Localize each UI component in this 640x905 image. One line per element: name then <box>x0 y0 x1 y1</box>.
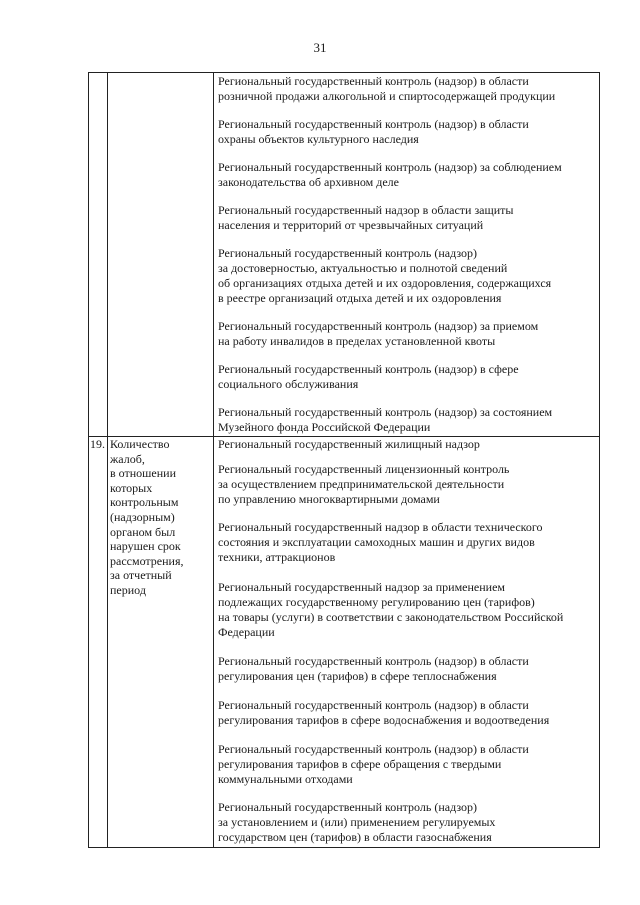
item-line: на работу инвалидов в пределах установленной квоты <box>218 334 496 348</box>
row-label-line: Количество <box>110 437 170 451</box>
item-line: за установлением и (или) применением регулируемых <box>218 815 496 829</box>
item-line: по управлению многоквартирными домами <box>218 492 440 506</box>
control-type-item <box>218 437 598 452</box>
item-line: в реестре организаций отдыха детей и их оздоровления <box>218 291 502 305</box>
control-type-item <box>218 520 598 565</box>
control-type-item <box>218 117 598 147</box>
row-label-line: нарушен срок <box>110 539 181 554</box>
control-type-item <box>218 160 598 190</box>
item-line: Региональный государственный жилищный надзор <box>218 437 480 451</box>
row-label-line: контрольным <box>110 495 179 510</box>
item-line: Региональный государственный контроль (надзор) в области <box>218 698 529 712</box>
row-number: 19. <box>90 437 105 451</box>
item-line: социального обслуживания <box>218 377 359 391</box>
item-line: розничной продажи алкогольной и спиртосодержащей продукции <box>218 89 556 103</box>
row-label-line: рассмотрения, <box>110 553 184 568</box>
item-line: Региональный государственный контроль (надзор) в области <box>218 74 529 88</box>
control-type-item <box>218 405 598 435</box>
row-label <box>110 437 208 598</box>
item-line: за осуществлением предпринимательской деятельности <box>218 477 505 491</box>
page-number: 31 <box>313 40 327 55</box>
row-label-line: период <box>110 582 146 597</box>
item-line: за достоверностью, актуальностью и полнотой сведений <box>218 261 508 275</box>
row-label-line: жалоб, <box>110 451 145 466</box>
control-type-item <box>218 203 598 233</box>
control-type-item <box>218 654 598 684</box>
item-line: Региональный государственный контроль (надзор) <box>218 800 477 814</box>
column-divider-label <box>213 73 214 847</box>
item-line: Региональный государственный контроль (надзор) в области <box>218 117 529 131</box>
item-line: регулирования цен (тарифов) в сфере теплоснабжения <box>218 669 497 683</box>
item-line: Региональный государственный контроль (надзор) в сфере <box>218 362 519 376</box>
item-line: регулирования тарифов в сфере обращения с твердыми <box>218 757 502 771</box>
item-line: подлежащих государственному регулированию цен (тарифов) <box>218 595 535 609</box>
item-line: Региональный государственный контроль (надзор) в области <box>218 654 529 668</box>
item-line: на товары (услуги) в соответствии с законодательством Российской <box>218 610 564 624</box>
item-line: техники, аттракционов <box>218 550 336 564</box>
control-type-item <box>218 580 598 640</box>
column-divider-number <box>107 73 108 847</box>
control-type-item <box>218 319 598 349</box>
item-line: Региональный государственный контроль (надзор) за приемом <box>218 319 539 333</box>
item-line: государством цен (тарифов) в области газоснабжения <box>218 830 492 844</box>
row-label-line: за отчетный <box>110 568 172 583</box>
control-type-item <box>218 800 598 845</box>
row-label-line: (надзорным) <box>110 509 175 524</box>
item-line: охраны объектов культурного наследия <box>218 132 419 146</box>
row-label-line: которых <box>110 480 153 495</box>
item-line: коммунальными отходами <box>218 772 353 786</box>
item-line: Региональный государственный контроль (надзор) за соблюдением <box>218 160 562 174</box>
item-line: Музейного фонда Российской Федерации <box>218 420 431 434</box>
row-label-line: в отношении <box>110 466 177 481</box>
item-line: состояния и эксплуатации самоходных машин и других видов <box>218 535 535 549</box>
item-line: законодательства об архивном деле <box>218 175 399 189</box>
item-line: населения и территорий от чрезвычайных ситуаций <box>218 218 484 232</box>
control-type-item <box>218 462 598 507</box>
row-label-line: органом был <box>110 524 176 539</box>
item-line: Региональный государственный контроль (надзор) за состоянием <box>218 405 553 419</box>
item-line: Региональный государственный лицензионный контроль <box>218 462 510 476</box>
control-type-item <box>218 742 598 787</box>
control-type-item <box>218 698 598 728</box>
item-line: об организациях отдыха детей и их оздоровления, содержащихся <box>218 276 552 290</box>
item-line: Региональный государственный надзор в области технического <box>218 520 543 534</box>
control-type-item <box>218 246 598 306</box>
item-line: Региональный государственный контроль (надзор) в области <box>218 742 529 756</box>
item-line: Федерации <box>218 625 275 639</box>
item-line: Региональный государственный контроль (надзор) <box>218 246 477 260</box>
item-line: Региональный государственный надзор в области защиты <box>218 203 514 217</box>
item-line: Региональный государственный надзор за применением <box>218 580 506 594</box>
item-line: регулирования тарифов в сфере водоснабжения и водоотведения <box>218 713 550 727</box>
control-type-item <box>218 362 598 392</box>
control-type-item <box>218 74 598 104</box>
